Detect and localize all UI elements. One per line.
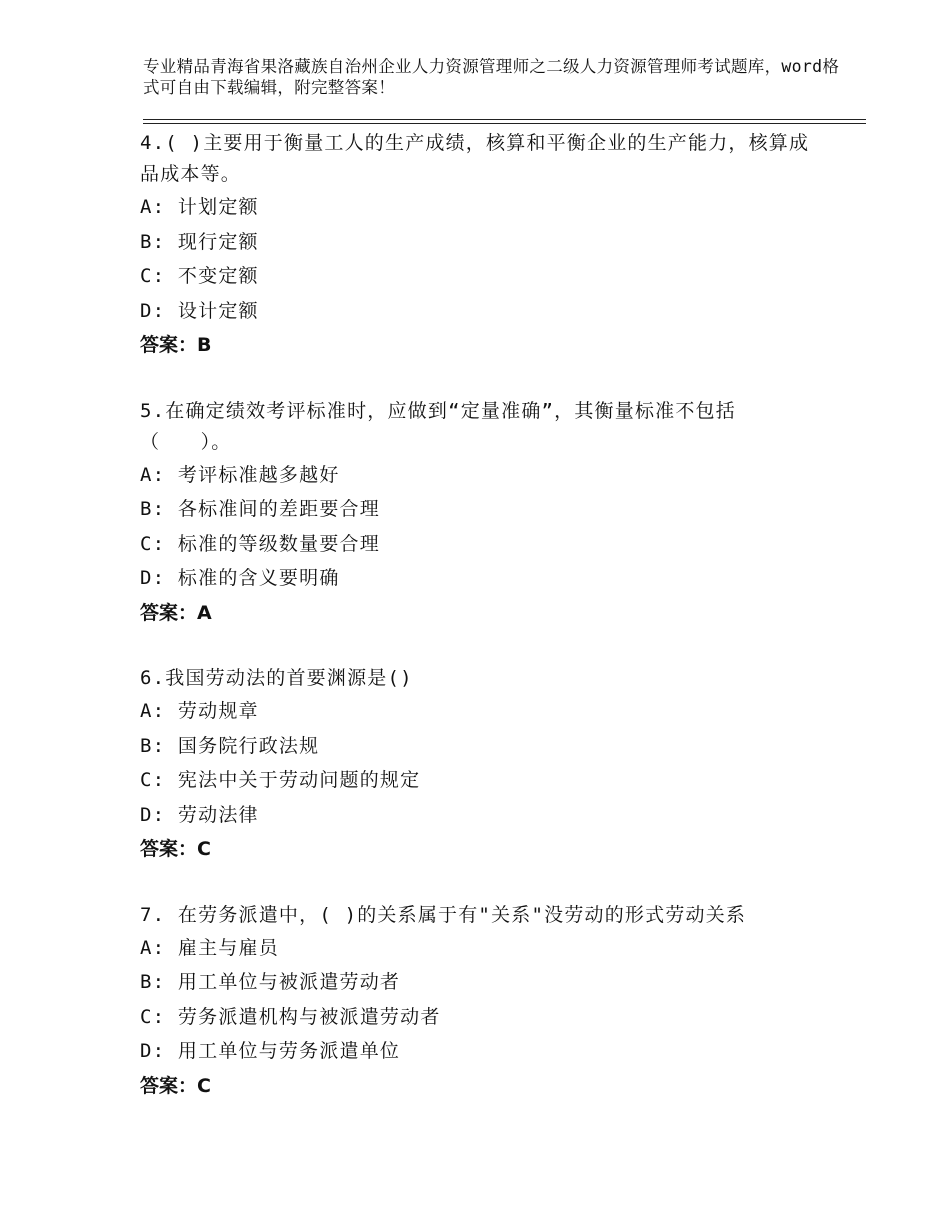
option-c: C: 不变定额 [140, 265, 259, 287]
option-b: B: 用工单位与被派遣劳动者 [140, 971, 401, 993]
option-b: B: 各标准间的差距要合理 [140, 498, 380, 520]
option-b: B: 国务院行政法规 [140, 734, 320, 757]
option-a: A: 劳动规章 [140, 700, 259, 722]
option-b: B: 现行定额 [140, 230, 259, 253]
header-double-rule [143, 119, 866, 124]
option-d: D: 用工单位与劳务派遣单位 [140, 1040, 401, 1062]
answer-line: 答案：B [140, 334, 212, 356]
question-6 [140, 663, 820, 867]
option-a: A: 计划定额 [140, 196, 259, 218]
question-stem: 5.在确定绩效考评标准时，应做到“定量准确”，其衡量标准不包括（ ）。 [140, 399, 736, 453]
question-4 [140, 128, 820, 363]
option-a: A: 雇主与雇员 [140, 936, 279, 959]
option-d: D: 设计定额 [140, 299, 259, 322]
question-stem: 7. 在劳务派遣中，( )的关系属于有"关系"没劳动的形式劳动关系 [140, 903, 747, 926]
option-a: A: 考评标准越多越好 [140, 463, 340, 486]
answer-line: 答案：A [140, 601, 212, 624]
document-header: 专业精品青海省果洛藏族自治州企业人力资源管理师之二级人力资源管理师考试题库，word格式可自由下载编辑，附完整答案！ [143, 57, 840, 97]
answer-line: 答案：C [140, 838, 211, 860]
question-stem: 6.我国劳动法的首要渊源是() [140, 667, 413, 689]
answer-line: 答案：C [140, 1074, 211, 1097]
question-stem: 4.( )主要用于衡量工人的生产成绩，核算和平衡企业的生产能力，核算成品成本等。 [140, 132, 810, 185]
option-c: C: 宪法中关于劳动问题的规定 [140, 769, 421, 791]
option-d: D: 劳动法律 [140, 803, 259, 826]
option-d: D: 标准的含义要明确 [140, 567, 340, 589]
option-c: C: 标准的等级数量要合理 [140, 532, 380, 555]
question-7 [140, 900, 820, 1104]
option-c: C: 劳务派遣机构与被派遣劳动者 [140, 1005, 441, 1028]
question-5 [140, 396, 820, 631]
question-list [140, 128, 820, 1136]
